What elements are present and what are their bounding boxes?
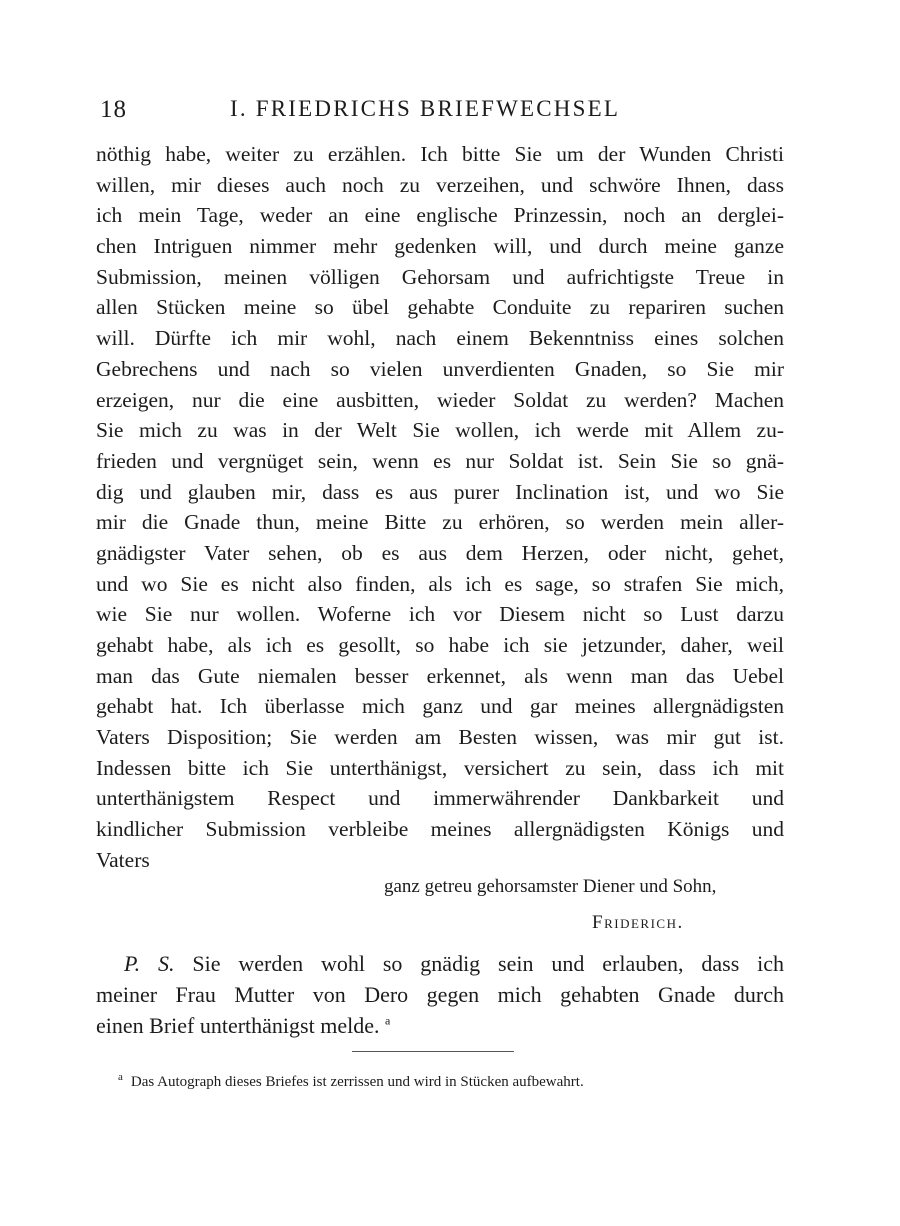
- body-line: mir die Gnade thun, meine Bitte zu erhören, so werden mein aller-: [96, 510, 784, 535]
- body-line: Vaters: [96, 847, 150, 872]
- body-line: wie Sie nur wollen. Woferne ich vor Diesem nicht so Lust darzu: [96, 602, 784, 627]
- body-line: will. Dürfte ich mir wohl, nach einem Bekenntniss eines solchen: [96, 326, 784, 351]
- body-line: unterthänigstem Respect und immerwährender Dankbarkeit und: [96, 786, 784, 811]
- postscript-line: [96, 948, 784, 979]
- footnote: [118, 1071, 584, 1091]
- letter-signature: Friderich.: [592, 912, 684, 933]
- footnote-marker: a: [118, 1071, 123, 1083]
- letter-body: [96, 139, 784, 876]
- postscript-text: einen Brief unterthänigst melde.: [96, 1013, 380, 1038]
- body-line: Gebrechens und nach so vielen unverdienten Gnaden, so Sie mir: [96, 356, 784, 381]
- footnote-reference: a: [384, 1013, 391, 1028]
- body-line: dig und glauben mir, dass es aus purer Inclination ist, und wo Sie: [96, 479, 784, 504]
- postscript-label: P. S.: [124, 951, 175, 976]
- body-line: chen Intriguen nimmer mehr gedenken will, und durch meine ganze: [96, 234, 784, 259]
- postscript-line: meiner Frau Mutter von Dero gegen mich gehabten Gnade durch: [96, 982, 784, 1007]
- body-line: Vaters Disposition; Sie werden am Besten wissen, was mir gut ist.: [96, 725, 784, 750]
- body-line: und wo Sie es nicht also finden, als ich es sage, so strafen Sie mich,: [96, 571, 784, 596]
- body-line: Submission, meinen völligen Gehorsam und aufrichtigste Treue in: [96, 264, 784, 289]
- body-line: frieden und vergnüget sein, wenn es nur Soldat ist. Sein Sie so gnä-: [96, 448, 784, 473]
- footnote-divider: [352, 1051, 514, 1052]
- body-line: nöthig habe, weiter zu erzählen. Ich bitte Sie um der Wunden Christi: [96, 142, 784, 166]
- running-head: [96, 96, 816, 128]
- postscript: [96, 948, 784, 1041]
- footnote-text: Das Autograph dieses Briefes ist zerrissen und wird in Stücken aufbewahrt.: [130, 1074, 584, 1090]
- body-line: erzeigen, nur die eine ausbitten, wieder Soldat zu werden? Machen: [96, 387, 784, 412]
- page-number: 18: [100, 96, 127, 123]
- body-line: ich mein Tage, weder an eine englische Prinzessin, noch an derglei-: [96, 203, 784, 228]
- body-line: willen, mir dieses auch noch zu verzeihen, und schwöre Ihnen, dass: [96, 172, 784, 197]
- body-line: Indessen bitte ich Sie unterthänigst, versichert zu sein, dass ich mit: [96, 755, 784, 780]
- body-line: gehabt hat. Ich überlasse mich ganz und gar meines allergnädigsten: [96, 694, 784, 719]
- running-title: I. FRIEDRICHS BRIEFWECHSEL: [230, 96, 621, 121]
- postscript-text: Sie werden wohl so gnädig sein und erlauben, dass ich: [192, 951, 785, 976]
- body-line: Sie mich zu was in der Welt Sie wollen, ich werde mit Allem zu-: [96, 418, 784, 443]
- body-line: gnädigster Vater sehen, ob es aus dem Herzen, oder nicht, gehet,: [96, 540, 784, 565]
- postscript-line: [96, 1010, 784, 1041]
- letter-closing: ganz getreu gehorsamster Diener und Sohn,: [384, 876, 717, 897]
- body-line: gehabt habe, als ich es gesollt, so habe ich sie jetzunder, daher, weil: [96, 633, 784, 657]
- body-line: allen Stücken meine so übel gehabte Conduite zu repariren suchen: [96, 295, 784, 320]
- body-line: kindlicher Submission verbleibe meines allergnädigsten Königs und: [96, 817, 784, 842]
- body-line: man das Gute niemalen besser erkennet, als wenn man das Uebel: [96, 663, 784, 688]
